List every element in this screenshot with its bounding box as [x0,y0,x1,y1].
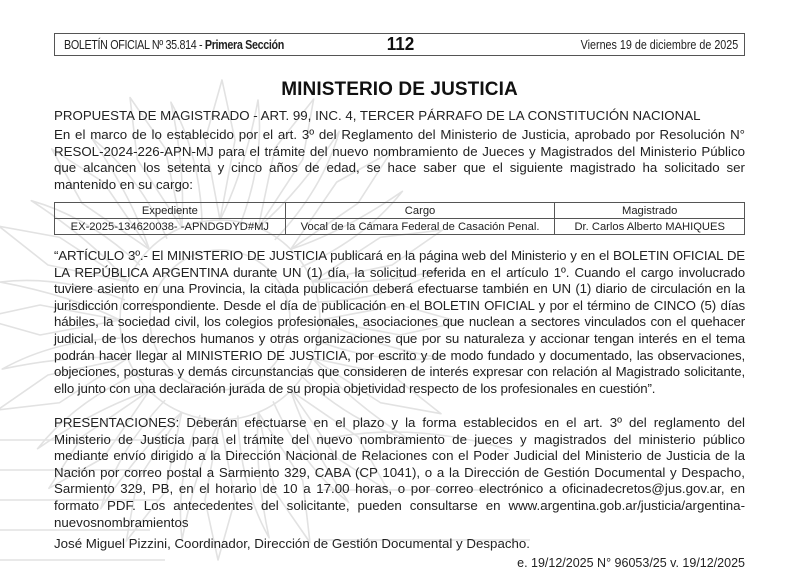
presentaciones-paragraph: PRESENTACIONES: Deberán efectuarse en el plazo y la forma establecidos en el art. 3º del reglamento del Ministerio de Justicia para el trámite del nuevo nombramiento de jueces y magistrados del ministerio público mediante envío dirigido a la Dirección Nacional de Relaciones con el Poder Judicial del Ministerio de Justicia de la Nación por correo postal a Sarmiento 329, CABA (CP 1041), o a la Dirección de Gestión Documental y Despacho, Sarmiento 329, PB, en el horario de 10 a 17.00 horas, o por correo electrónico a oficinadecretos@jus.gov.ar, en formato PDF. Los antecedentes del solicitante, pueden consultarse en www.argentina.gob.ar/justicia/argentina-nuevosnombramientos [54,415,745,530]
magistrate-table [54,202,745,235]
table-row [55,219,745,235]
column-header-expediente: Expediente [55,203,286,219]
cell-magistrado: Dr. Carlos Alberto MAHIQUES [555,219,745,235]
column-header-cargo: Cargo [285,203,555,219]
cell-expediente: EX-2025-134620038- -APNDGDYD#MJ [55,219,286,235]
publication-date: Viernes 19 de diciembre de 2025 [580,37,738,52]
header-separator: - [196,37,205,52]
intro-paragraph: En el marco de lo establecido por el art. 3º del Reglamento del Ministerio de Justicia, aprobado por Resolución N° RESOL-2024-226-APN-MJ para el trámite del nuevo nombramiento de Jueces y Magistrados del Ministerio Público que alcancen los setenta y cinco años de edad, se hace saber que el siguiente magistrado ha solicitado ser mantenido en su cargo: [54,127,745,192]
publication-info [64,38,284,52]
table-header-row [55,203,745,219]
signature-line: José Miguel Pizzini, Coordinador, Dirección de Gestión Documental y Despacho. [54,536,530,551]
publication-reference: e. 19/12/2025 N° 96053/25 v. 19/12/2025 [517,556,745,570]
column-header-magistrado: Magistrado [555,203,745,219]
page-title: MINISTERIO DE JUSTICIA [281,79,518,100]
notice-subtitle: PROPUESTA DE MAGISTRADO - ART. 99, INC. 4, TERCER PÁRRAFO DE LA CONSTITUCIÓN NACIONAL [54,108,701,123]
section-name: Primera Sección [204,37,284,52]
publication-number: BOLETÍN OFICIAL Nº 35.814 [64,37,197,52]
page-header [54,33,745,56]
page-number: 112 [386,34,415,54]
cell-cargo: Vocal de la Cámara Federal de Casación Penal. [285,219,555,235]
articulo-paragraph: “ARTÍCULO 3º.- El MINISTERIO DE JUSTICIA publicará en la página web del Ministerio y en el BOLETIN OFICIAL DE LA REPÚBLICA ARGENTINA durante UN (1) día, la solicitud referida en el artículo 1º. Cuando el cargo involucrado tuviere asiento en una Provincia, la citada publicación deberá efectuarse también en UN (1) diario de circulación en la jurisdicción correspondiente. Desde el día de publicación en el BOLETIN OFICIAL y por el término de CINCO (5) días hábiles, la sociedad civil, los colegios profesionales, asociaciones que nuclean a sectores vinculados con el quehacer judicial, de los derechos humanos y otras organizaciones que por su naturaleza y accionar tengan interés en el tema podrán hacer llegar al MINISTERIO DE JUSTICIA, por escrito y de modo fundado y documentado, las observaciones, objeciones, posturas y demás circunstancias que consideren de interés expresar con relación al Magistrado solicitante, ello junto con una declaración jurada de su propia objetividad respecto de los profesionales en cuestión”. [54,248,745,396]
